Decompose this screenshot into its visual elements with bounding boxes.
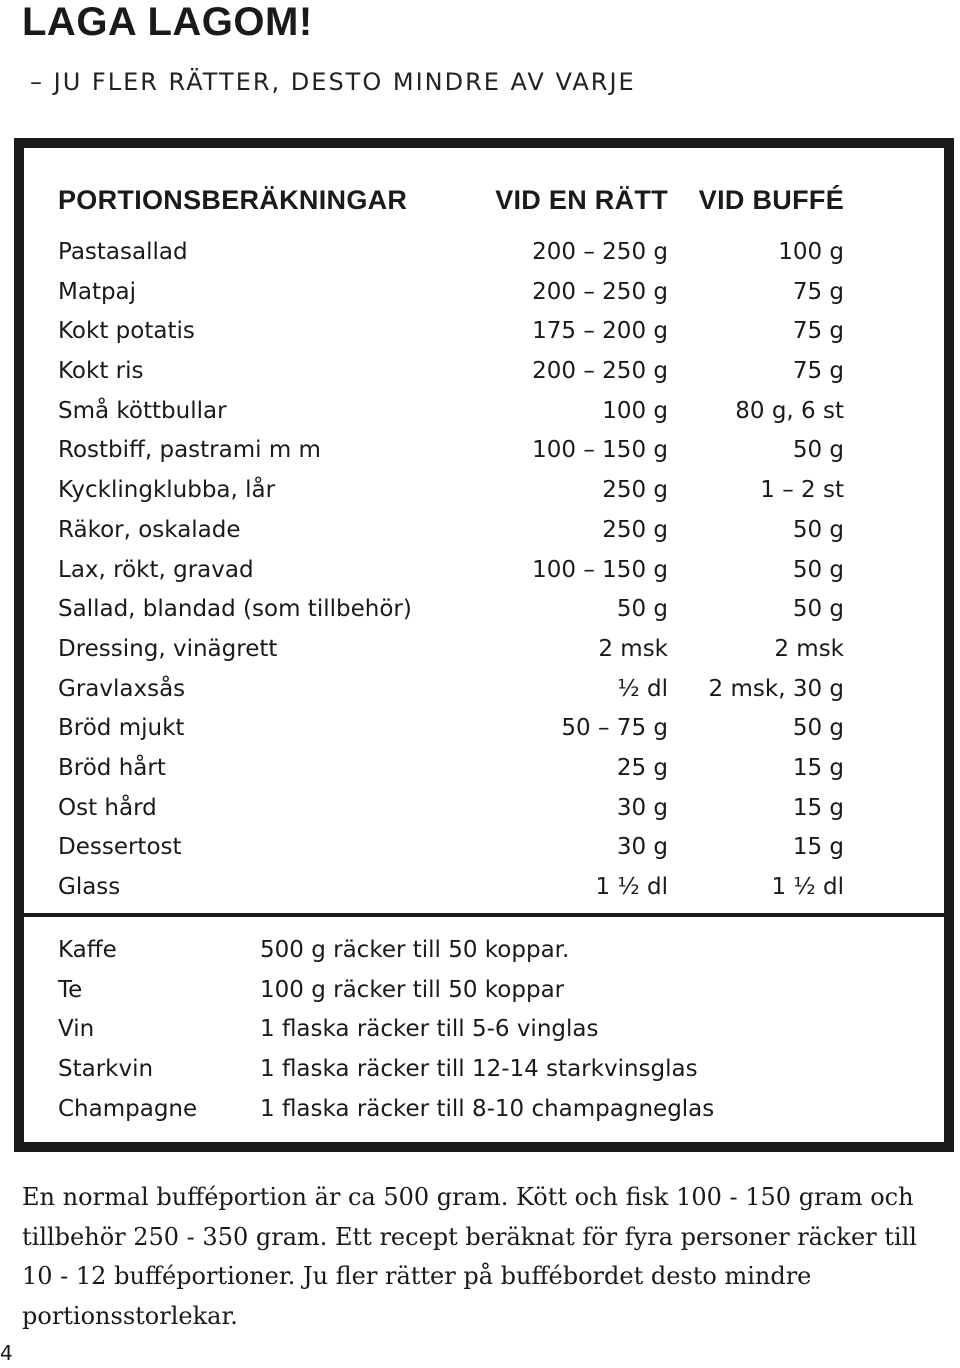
beverage-amount: 1 flaska räcker till 5-6 vinglas xyxy=(260,1016,599,1043)
single-amount: 100 – 150 g xyxy=(532,556,668,583)
table-row xyxy=(24,708,944,748)
table-row xyxy=(24,311,944,351)
beverage-amount: 500 g räcker till 50 koppar. xyxy=(260,937,570,963)
single-amount: 100 – 150 g xyxy=(532,437,668,464)
buffet-note: En normal bufféportion är ca 500 gram. Kött och fisk 100 - 150 gram och tillbehör 250 - 350 gram. Ett recept beräknat för fyra personer räcker till 10 - 12 bufféportioner. Ju fler rätter på buffébordet desto mindre portionsstorlekar. xyxy=(22,1183,917,1330)
buffet-amount: 1 ½ dl xyxy=(771,874,844,900)
single-amount: 250 g xyxy=(602,516,668,543)
food-name: Glass xyxy=(58,874,121,900)
single-amount: 50 – 75 g xyxy=(561,715,668,742)
food-name: Dessertost xyxy=(58,834,182,861)
single-amount: ½ dl xyxy=(617,675,668,702)
table-row xyxy=(24,232,944,272)
table-row xyxy=(24,430,944,470)
beverage-name: Vin xyxy=(58,1016,95,1043)
list-item xyxy=(24,970,944,1010)
table-row xyxy=(24,629,944,669)
beverage-amount: 1 flaska räcker till 12-14 starkvinsglas xyxy=(260,1056,698,1083)
table-row xyxy=(24,550,944,590)
section-divider xyxy=(24,913,944,917)
food-name: Matpaj xyxy=(58,278,137,305)
food-name: Kokt potatis xyxy=(58,318,195,345)
table-row xyxy=(24,351,944,391)
food-name: Små köttbullar xyxy=(58,397,227,424)
table-row xyxy=(24,867,944,907)
buffet-amount: 50 g xyxy=(792,715,844,742)
page-title: LAGA LAGOM! xyxy=(22,0,313,44)
buffet-amount: 75 g xyxy=(792,318,844,345)
table-row xyxy=(24,788,944,828)
food-name: Ost hård xyxy=(58,794,157,821)
list-item xyxy=(24,1009,944,1049)
food-name: Gravlaxsås xyxy=(58,675,186,702)
single-amount: 2 msk xyxy=(598,635,668,662)
food-name: Lax, rökt, gravad xyxy=(58,556,254,583)
table-row xyxy=(24,589,944,629)
single-amount: 50 g xyxy=(616,596,668,623)
buffet-amount: 15 g xyxy=(792,754,844,781)
buffet-amount: 50 g xyxy=(792,516,844,543)
single-amount: 25 g xyxy=(616,754,668,781)
buffet-amount: 75 g xyxy=(792,358,844,385)
beverage-name: Te xyxy=(58,976,83,1003)
food-name: Sallad, blandad (som tillbehör) xyxy=(58,596,412,623)
page-number: 4 xyxy=(0,1341,13,1365)
table-row xyxy=(24,510,944,550)
single-amount: 250 g xyxy=(602,477,668,504)
beverage-amount: 1 flaska räcker till 8-10 champagneglas xyxy=(260,1095,715,1122)
header-portions: PORTIONSBERÄKNINGAR xyxy=(58,185,408,215)
buffet-amount: 50 g xyxy=(792,437,844,464)
food-name: Pastasallad xyxy=(58,239,188,265)
list-item xyxy=(24,930,944,970)
beverage-name: Champagne xyxy=(58,1095,198,1122)
beverage-list xyxy=(24,930,944,1128)
food-name: Rostbiff, pastrami m m xyxy=(58,437,321,464)
table-row xyxy=(24,272,944,312)
single-amount: 100 g xyxy=(602,397,668,424)
single-amount: 30 g xyxy=(616,794,668,821)
buffet-amount: 50 g xyxy=(792,556,844,583)
list-item xyxy=(24,1049,944,1089)
food-name: Bröd hårt xyxy=(58,754,166,781)
list-item xyxy=(24,1089,944,1129)
beverage-amount: 100 g räcker till 50 koppar xyxy=(260,976,565,1003)
table-row xyxy=(24,827,944,867)
buffet-amount: 15 g xyxy=(792,794,844,821)
food-name: Kycklingklubba, lår xyxy=(58,477,276,504)
buffet-amount: 2 msk, 30 g xyxy=(708,675,844,702)
buffet-amount: 75 g xyxy=(792,278,844,305)
buffet-amount: 100 g xyxy=(778,239,844,265)
buffet-amount: 50 g xyxy=(792,596,844,623)
table-row xyxy=(24,391,944,431)
food-name: Dressing, vinägrett xyxy=(58,635,278,662)
header-buffet: VID BUFFÉ xyxy=(698,185,844,215)
food-name: Räkor, oskalade xyxy=(58,516,241,543)
portion-rows xyxy=(24,232,944,907)
table-row xyxy=(24,669,944,709)
beverage-name: Starkvin xyxy=(58,1056,154,1083)
page-subtitle: – JU FLER RÄTTER, DESTO MINDRE AV VARJE xyxy=(30,68,636,96)
single-amount: 200 – 250 g xyxy=(532,358,668,385)
single-amount: 175 – 200 g xyxy=(532,318,668,345)
buffet-amount: 1 – 2 st xyxy=(760,477,844,504)
single-amount: 1 ½ dl xyxy=(595,874,668,900)
buffet-amount: 15 g xyxy=(792,834,844,861)
beverage-name: Kaffe xyxy=(58,937,117,963)
food-name: Kokt ris xyxy=(58,358,144,385)
table-row xyxy=(24,748,944,788)
food-name: Bröd mjukt xyxy=(58,715,185,742)
table-row xyxy=(24,470,944,510)
buffet-amount: 80 g, 6 st xyxy=(735,397,844,424)
buffet-amount: 2 msk xyxy=(774,635,844,662)
single-amount: 200 – 250 g xyxy=(532,239,668,265)
single-amount: 200 – 250 g xyxy=(532,278,668,305)
single-amount: 30 g xyxy=(616,834,668,861)
header-single-dish: VID EN RÄTT xyxy=(495,185,668,215)
portion-table-box xyxy=(14,138,954,1152)
